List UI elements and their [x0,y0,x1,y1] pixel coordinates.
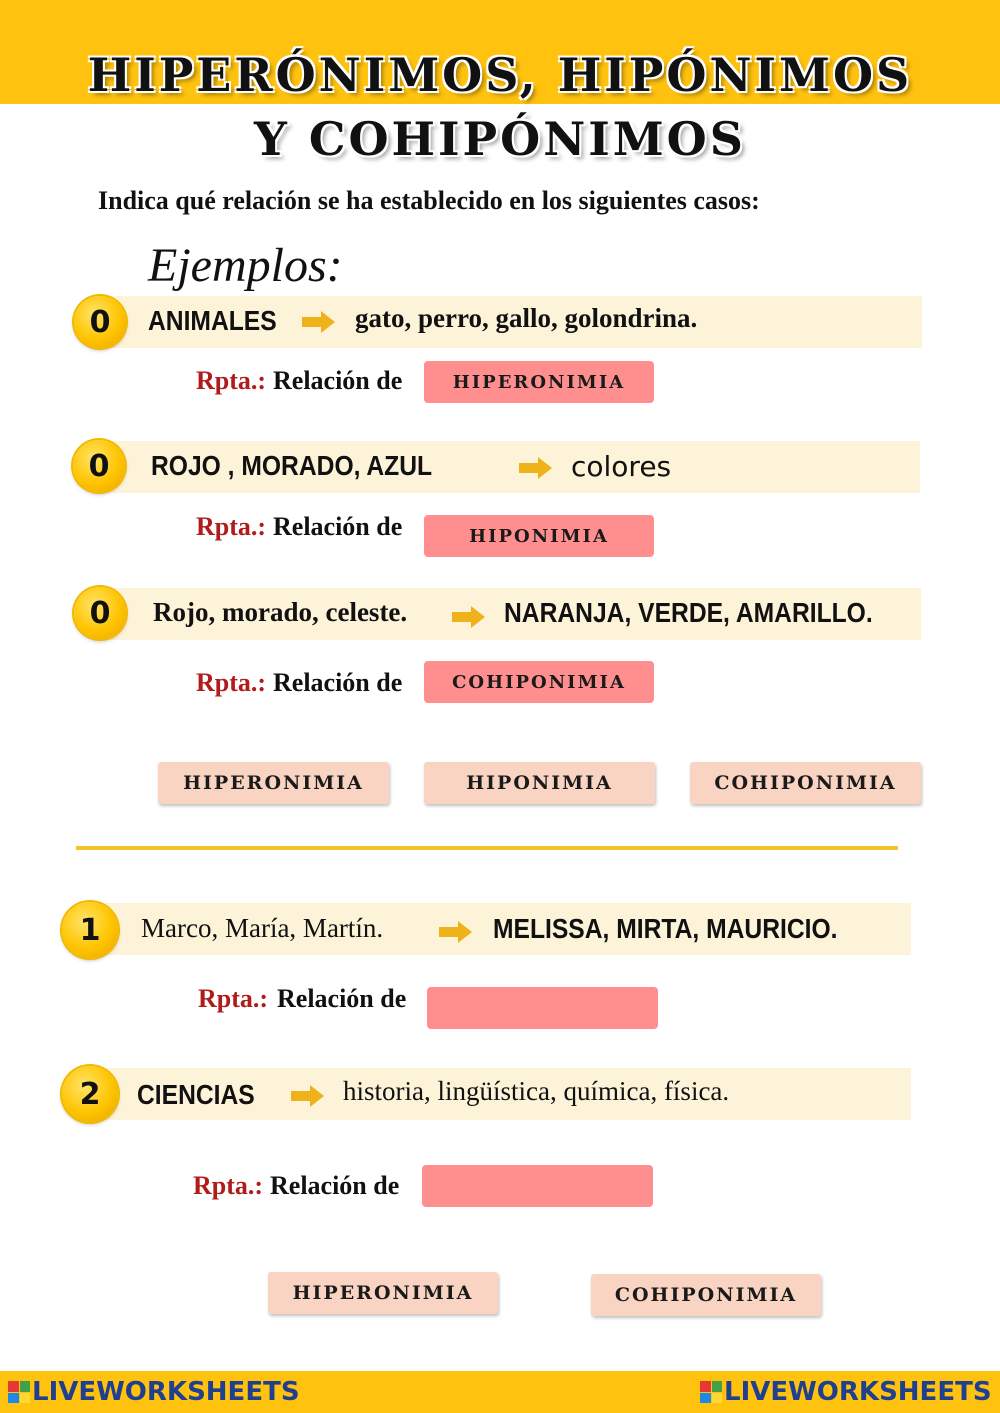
rpta-label: Rpta.: [196,668,267,697]
relation-label: Relación de [277,984,407,1013]
option-chip-hiperonimia[interactable]: HIPERONIMIA [158,762,389,804]
liveworksheets-logo-icon [700,1381,722,1403]
answer-drop-box[interactable] [422,1165,653,1207]
answer-box[interactable]: HIPONIMIA [424,515,654,557]
relation-label: Relación de [273,512,403,541]
examples-heading: Ejemplos: [148,239,343,292]
exercise-right-term: historia, lingüística, química, física. [343,1076,730,1106]
number-badge: 2 [62,1066,118,1122]
example-right-term: NARANJA, VERDE, AMARILLO. [504,597,873,628]
option-chip-hiponimia[interactable]: HIPONIMIA [424,762,655,804]
rpta-label: Rpta.: [196,512,267,541]
example-right-term: gato, perro, gallo, golondrina. [355,303,698,333]
example-left-term: ROJO , MORADO, AZUL [151,450,433,481]
example-right-term: colores [571,450,672,483]
liveworksheets-logo-left [8,1377,300,1407]
example-left-term: ANIMALES [148,305,277,336]
number-badge: 1 [62,902,118,958]
page-title-line-1: HIPERÓNIMOS, HIPÓNIMOS [87,48,913,102]
answer-drop-box[interactable] [427,987,658,1029]
brand-text: LIVEWORKSHEETS [32,1377,300,1407]
exercise-left-term: CIENCIAS [137,1079,255,1110]
relation-label: Relación de [270,1171,400,1200]
liveworksheets-logo-right [700,1377,992,1407]
section-divider [76,846,898,850]
relation-label: Relación de [273,668,403,697]
option-chip-cohiponimia[interactable]: COHIPONIMIA [690,762,921,804]
brand-text: LIVEWORKSHEETS [724,1377,992,1407]
number-badge: 0 [74,587,126,639]
page-title-line-2: Y COHIPÓNIMOS [254,112,746,166]
option-chip-cohiponimia[interactable]: COHIPONIMIA [591,1274,821,1316]
rpta-label: Rpta.: [196,366,267,395]
answer-box[interactable]: HIPERONIMIA [424,361,654,403]
exercise-right-term: MELISSA, MIRTA, MAURICIO. [493,913,838,944]
rpta-label: Rpta.: [193,1171,264,1200]
liveworksheets-logo-icon [8,1381,30,1403]
example-left-term: Rojo, morado, celeste. [153,597,408,627]
number-badge: 0 [74,296,126,348]
answer-box[interactable]: COHIPONIMIA [424,661,654,703]
rpta-label: Rpta.: [198,984,269,1013]
option-chip-hiperonimia[interactable]: HIPERONIMIA [268,1272,498,1314]
instruction-text: Indica qué relación se ha establecido en los siguientes casos: [98,186,760,215]
number-badge: 0 [73,440,125,492]
relation-label: Relación de [273,366,403,395]
exercise-left-term: Marco, María, Martín. [141,913,384,943]
